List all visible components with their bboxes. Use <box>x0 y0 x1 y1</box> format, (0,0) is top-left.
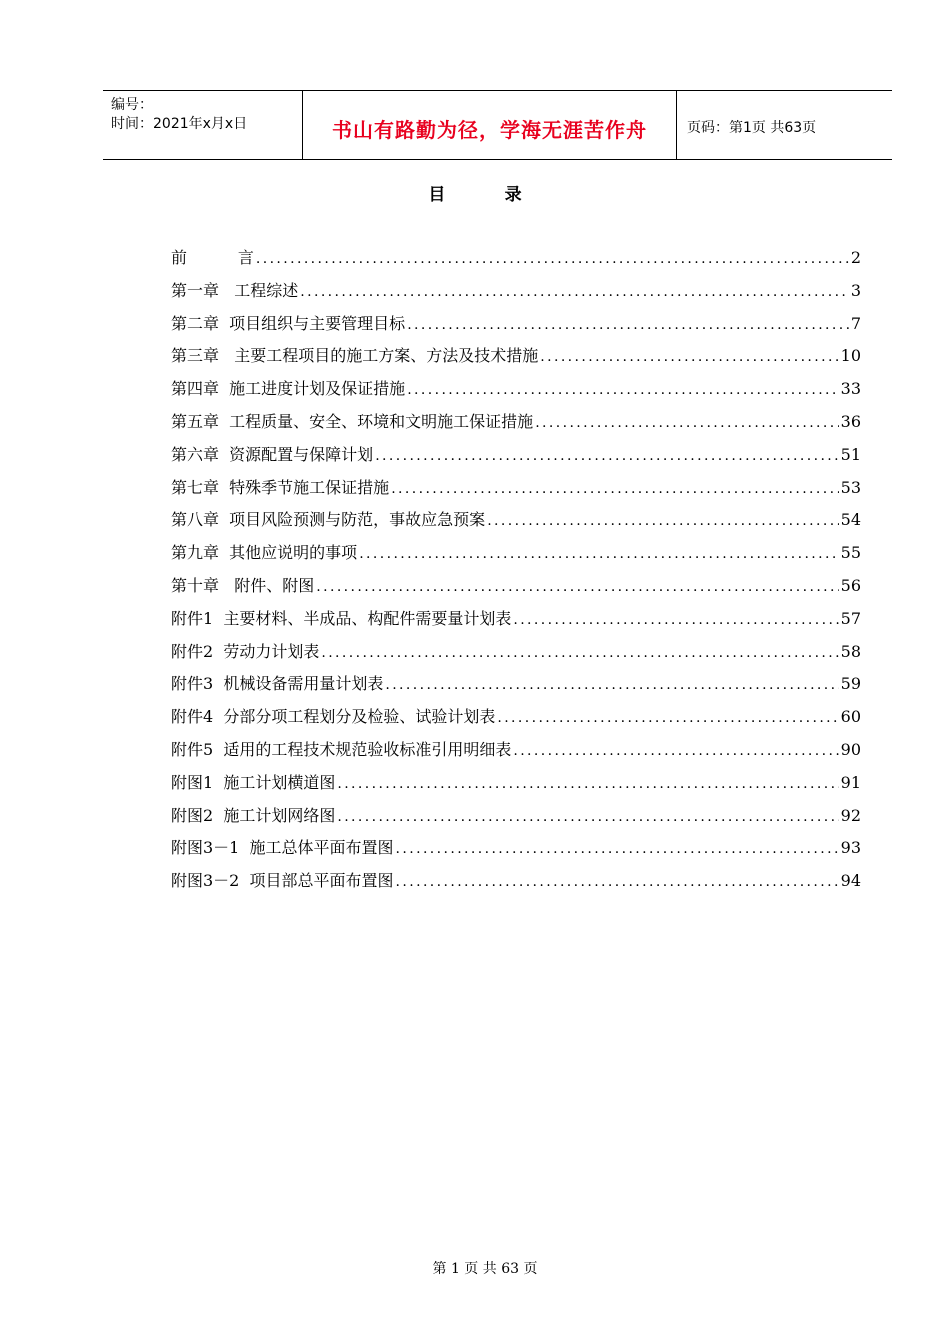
toc-entry-page: 59 <box>840 674 861 694</box>
toc-entry-page: 33 <box>840 379 861 399</box>
toc-entry-label: 第十章 附件、附图 <box>171 575 315 595</box>
toc-entry[interactable] <box>171 312 861 345</box>
toc-entry[interactable] <box>171 738 861 771</box>
toc-entry-label: 第七章 特殊季节施工保证措施 <box>171 477 390 497</box>
toc-leader-dots <box>321 641 838 665</box>
toc-leader-dots <box>385 673 838 697</box>
header-page-label: 页码：第1页 共63页 <box>687 120 817 136</box>
header-motto-cell <box>303 91 677 159</box>
toc-entry[interactable] <box>171 804 861 837</box>
document-number-label: 编号： <box>111 97 153 113</box>
toc-entry-label: 附图1 施工计划横道图 <box>171 772 336 792</box>
toc-entry-label: 第九章 其他应说明的事项 <box>171 543 358 563</box>
header-info-cell <box>103 91 303 159</box>
toc-entry-page: 94 <box>840 871 861 891</box>
toc-entry-page: 93 <box>840 838 861 858</box>
toc-leader-dots <box>300 280 849 304</box>
toc-entry[interactable] <box>171 377 861 410</box>
toc-entry[interactable] <box>171 705 861 738</box>
toc-leader-dots <box>407 313 849 337</box>
header-motto: 书山有路勤为径，学海无涯苦作舟 <box>332 118 647 142</box>
toc-entry-label: 附件5 适用的工程技术规范验收标准引用明细表 <box>171 739 512 759</box>
toc-entry-page: 53 <box>840 477 861 497</box>
toc-leader-dots <box>316 575 838 599</box>
toc-entry-page: 57 <box>840 608 861 628</box>
toc-leader-dots <box>535 411 838 435</box>
toc-leader-dots <box>487 509 838 533</box>
toc-leader-dots <box>396 837 839 861</box>
toc-entry-label: 附图3－2 项目部总平面布置图 <box>171 871 394 891</box>
toc-leader-dots <box>407 378 838 402</box>
toc-entry-label: 第八章 项目风险预测与防范，事故应急预案 <box>171 510 486 530</box>
toc-entry-page: 91 <box>840 772 861 792</box>
toc-entry-page: 58 <box>840 641 861 661</box>
toc-entry-label: 前 言 <box>171 248 254 267</box>
toc-entry[interactable] <box>171 443 861 476</box>
toc-entry-page: 36 <box>840 411 861 431</box>
toc-entry[interactable] <box>171 869 861 902</box>
toc-entry-label: 附图3－1 施工总体平面布置图 <box>171 838 394 858</box>
toc-leader-dots <box>337 772 838 796</box>
toc-leader-dots <box>337 805 838 829</box>
toc-leader-dots <box>497 706 838 730</box>
toc-entry-label: 第二章 项目组织与主要管理目标 <box>171 313 406 333</box>
toc-entry[interactable] <box>171 476 861 509</box>
toc-leader-dots <box>513 608 838 632</box>
toc-entry[interactable] <box>171 279 861 312</box>
toc-entry-page: 56 <box>840 575 861 595</box>
toc-entry-label: 附件2 劳动力计划表 <box>171 641 320 661</box>
toc-entry-page: 60 <box>840 707 861 727</box>
toc-entry-page: 2 <box>850 248 861 267</box>
toc-entry-label: 第四章 施工进度计划及保证措施 <box>171 379 406 399</box>
table-of-contents <box>171 246 861 902</box>
toc-entry-page: 51 <box>840 444 861 464</box>
toc-entry-label: 第六章 资源配置与保障计划 <box>171 444 374 464</box>
toc-entry-page: 90 <box>840 739 861 759</box>
toc-leader-dots <box>391 477 838 501</box>
toc-title: 目 录 <box>428 185 522 205</box>
toc-entry-label: 第五章 工程质量、安全、环境和文明施工保证措施 <box>171 411 534 431</box>
toc-entry[interactable] <box>171 541 861 574</box>
toc-leader-dots <box>375 444 838 468</box>
toc-entry-page: 55 <box>840 543 861 563</box>
toc-entry-page: 3 <box>850 280 861 300</box>
toc-entry-page: 54 <box>840 510 861 530</box>
toc-leader-dots <box>540 345 838 369</box>
page-header <box>103 90 892 160</box>
toc-entry-label: 第一章 工程综述 <box>171 280 299 300</box>
toc-entry[interactable] <box>171 607 861 640</box>
toc-entry-label: 附件3 机械设备需用量计划表 <box>171 674 384 694</box>
toc-entry[interactable] <box>171 344 861 377</box>
toc-entry-label: 附图2 施工计划网络图 <box>171 805 336 825</box>
toc-entry-label: 第三章 主要工程项目的施工方案、方法及技术措施 <box>171 346 539 366</box>
toc-entry[interactable] <box>171 410 861 443</box>
toc-leader-dots <box>359 542 838 566</box>
header-page-cell <box>677 91 892 159</box>
toc-entry[interactable] <box>171 508 861 541</box>
toc-entry[interactable] <box>171 574 861 607</box>
toc-entry-page: 10 <box>840 346 861 366</box>
toc-entry[interactable] <box>171 836 861 869</box>
toc-leader-dots <box>396 870 839 894</box>
toc-entry[interactable] <box>171 771 861 804</box>
toc-entry-page: 7 <box>850 313 861 333</box>
toc-entry-page: 92 <box>840 805 861 825</box>
toc-entry-label: 附件1 主要材料、半成品、构配件需要量计划表 <box>171 608 512 628</box>
toc-entry[interactable] <box>171 640 861 673</box>
toc-leader-dots <box>256 247 849 271</box>
document-time-label: 时间：2021年x月x日 <box>111 116 248 132</box>
toc-entry-label: 附件4 分部分项工程划分及检验、试验计划表 <box>171 707 496 727</box>
page-footer: 第 1 页 共 63 页 <box>432 1261 538 1277</box>
toc-entry[interactable] <box>171 246 861 279</box>
toc-leader-dots <box>513 739 838 763</box>
toc-entry[interactable] <box>171 672 861 705</box>
